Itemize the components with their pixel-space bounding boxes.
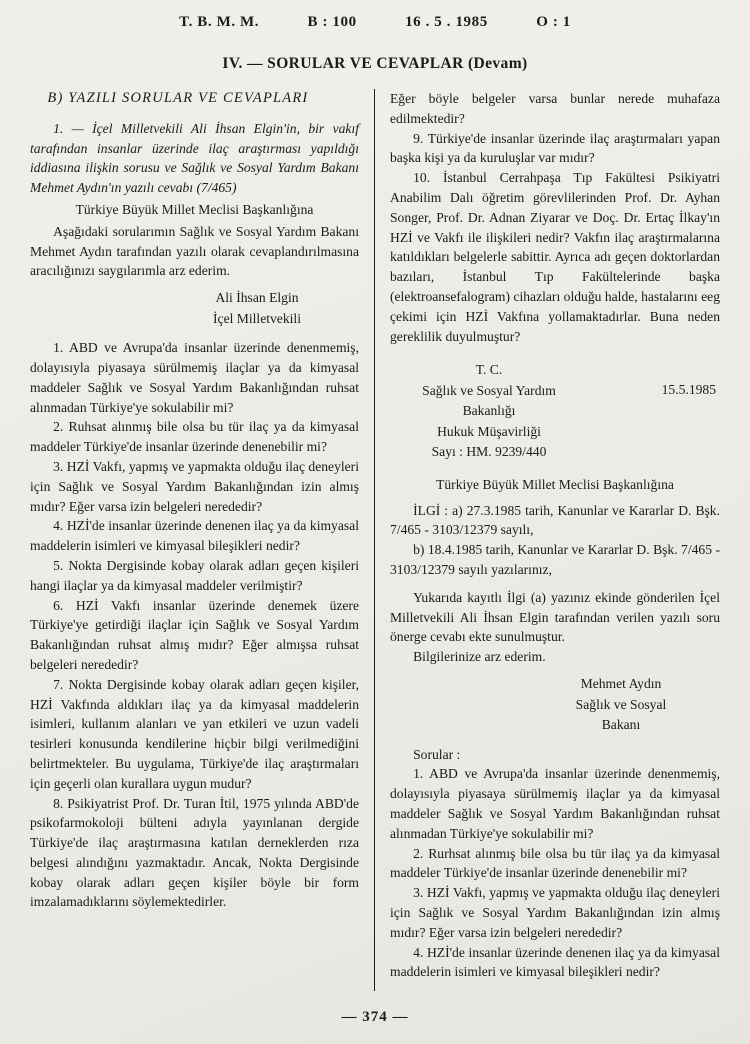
question-item-4: 4. HZİ'de insanlar üzerinde denenen ilaç ya da kimyasal maddelerin isimleri ve kimyasal bileşikleri nedir? bbox=[30, 518, 359, 554]
sitting-number: O : 1 bbox=[536, 14, 571, 30]
question-item-5: 5. Nokta Dergisinde kobay olarak adları geçen kişileri hangi ilaçlar ya da kimyasal maddeler verilmiştir? bbox=[30, 557, 359, 593]
repeat-question-3: 3. HZİ Vakfı, yapmış ve yapmakta olduğu ilaç deneyleri için Sağlık ve Sosyal Yardım Bakanlığından izin almış mıdır? Eğer varsa izin belgeleri nerededir? bbox=[390, 885, 720, 940]
reply-body-paragraph: Yukarıda kayıtlı İlgi (a) yazınız ekinde gönderilen İçel Milletvekili Ali İhsan Elgin tarafından verilen yazılı soru önerge cevabı ekte sunulmuştur. bbox=[390, 589, 720, 645]
letterhead-lines bbox=[390, 360, 588, 463]
question-item-9: 9. Türkiye'de insanlar üzerinde ilaç araştırmaları yapan başka kişi ya da kuruluşlar var mıdır? bbox=[390, 130, 720, 166]
page-number: — 374 — bbox=[341, 1009, 409, 1025]
reference-b: b) 18.4.1985 tarih, Kanunlar ve Kararlar D. Bşk. 7/465 - 3103/12379 sayılı yazılarınız, bbox=[390, 542, 720, 578]
repeat-question-1: 1. ABD ve Avrupa'da insanlar üzerinde denenmemiş, dolayısıyla piyasaya sürülmemiş ilaçlar ya da kimyasal maddeler Sağlık ve Sosyal Yardım Bakanlığından ruhsat alınmadan Türkiye'ye sokulabilir mi? bbox=[390, 766, 720, 841]
page-header bbox=[30, 14, 720, 31]
minister-name: Mehmet Aydın bbox=[580, 676, 662, 692]
sorular-label: Sorular : bbox=[413, 746, 461, 762]
minister-title-line1: Sağlık ve Sosyal bbox=[575, 696, 667, 712]
salutation-left: Türkiye Büyük Millet Meclisi Başkanlığına bbox=[75, 201, 314, 217]
journal-title: T. B. M. M. bbox=[179, 14, 260, 30]
question-item-8: 8. Psikiyatrist Prof. Dr. Turan İtil, 1975 yılında ABD'de psikofarmokoloji bülteni adıyla yayınlanan dergide Türkiye'de ilaç araştırmasına katılan derneklerden rıza belgesi alındığını yazmaktadır. Ancak, Nokta Dergisinde kobay olarak adları geçen kişiler böyle bir form imzalamadıklarını söylemektedirler. bbox=[30, 795, 359, 910]
question-item-1: 1. ABD ve Avrupa'da insanlar üzerinde denenmemiş, dolayısıyla piyasaya sürülmemiş ilaçlar ya da kimyasal maddeler Sağlık ve Sosyal Yardım Bakanlığından ruhsat alınmadan Türkiye'ye sokulabilir mi? bbox=[30, 340, 359, 415]
repeat-question-4: 4. HZİ'de insanlar üzerinde denenen ilaç ya da kimyasal maddelerin isimleri ve kimyasal bileşikleri nedir? bbox=[390, 944, 720, 980]
opening-paragraph: Aşağıdaki sorularımın Sağlık ve Sosyal Yardım Bakanı Mehmet Aydın tarafından yazılı olarak cevaplandırılmasına aracılığınızı saygılarımla arz ederim. bbox=[30, 223, 359, 279]
letter-date: 15.5.1985 bbox=[661, 382, 716, 398]
session-number: B : 100 bbox=[307, 14, 357, 30]
letterhead-reference-number: Sayı : HM. 9239/440 bbox=[431, 444, 547, 460]
question-item-6: 6. HZİ Vakfı insanlar üzerinde denemek üzere Türkiye'ye getirdiği ilaçlar için Sağlık ve Sosyal Yardım Bakanlığından ruhsat almış mıdır? Eğer almışsa ruhsat belgeleri nerededir? bbox=[30, 597, 359, 672]
signatory-title: İçel Milletvekili bbox=[213, 310, 301, 326]
session-date: 16 . 5 . 1985 bbox=[405, 14, 488, 30]
signatory-name: Ali İhsan Elgin bbox=[215, 290, 299, 306]
left-column bbox=[30, 89, 375, 991]
letterhead-republic: T. C. bbox=[475, 362, 503, 378]
reference-a: İLGİ : a) 27.3.1985 tarih, Kanunlar ve Kararlar D. Bşk. 7/465 - 3103/12379 sayılı, bbox=[390, 502, 720, 538]
salutation-right: Türkiye Büyük Millet Meclisi Başkanlığına bbox=[436, 476, 674, 492]
question-item-10: 10. İstanbul Cerrahpaşa Tıp Fakültesi Psikiyatri Anabilim Dalı öğretim görevlilerinden Prof. Dr. Ayhan Songer, Prof. Dr. Adnan Ziyarar ve Doç. Dr. Ertaç İlkay'ın HZİ ve Vakfı ile ilişkileri nedir? Vakfın ilaç araştırmalarına katıldıkları belgelerle sabittir. Ayrıca adı geçen doktorlardan bazıları, İstanbul Tıp Fakültelerinde başka (elektroansefalogram) cihazları olduğu halde, hastalarını eeg çekimi için HZİ Vakfına yollamaktadırlar. Buna neden gereklilik duyulmuştur? bbox=[390, 170, 720, 344]
two-column-body bbox=[30, 89, 720, 991]
question-item-3: 3. HZİ Vakfı, yapmış ve yapmakta olduğu ilaç deneyleri için Sağlık ve Sosyal Yardım Bakanlığından izin almış mıdır? Eğer varsa izin belgeleri nerededir? bbox=[30, 458, 359, 514]
minister-title-line2: Bakanı bbox=[601, 717, 641, 733]
signature-block-mp bbox=[155, 288, 359, 329]
letterhead-ministry-line1: Sağlık ve Sosyal Yardım bbox=[422, 382, 556, 398]
ministry-letterhead bbox=[390, 360, 720, 463]
subsection-heading: B) YAZILI SORULAR VE CEVAPLARI bbox=[47, 90, 309, 106]
letterhead-office: Hukuk Müşavirliği bbox=[437, 423, 541, 439]
reply-closing-line: Bilgilerinize arz ederim. bbox=[413, 649, 546, 665]
signature-block-minister bbox=[535, 674, 707, 736]
question-continuation: Eğer böyle belgeler varsa bunlar nerede muhafaza edilmektedir? bbox=[390, 91, 720, 126]
section-title: IV. — SORULAR VE CEVAPLAR (Devam) bbox=[222, 55, 528, 72]
question-item-2: 2. Ruhsat alınmış bile olsa bu tür ilaç ya da kimyasal maddeler Türkiye'de insanlar üzerinde denenebilir mi? bbox=[30, 419, 359, 455]
letterhead-ministry-line2: Bakanlığı bbox=[462, 403, 516, 419]
question-summary: 1. — İçel Milletvekili Ali İhsan Elgin'in, bir vakıf tarafından insanlar üzerinde ilaç araştırması yapıldığı iddiasına ilişkin sorusu ve Sağlık ve Sosyal Yardım Bakanı Mehmet Aydın'ın yazılı cevabı (7/465) bbox=[30, 120, 359, 196]
repeat-question-2: 2. Rurhsat alınmış bile olsa bu tür ilaç ya da kimyasal maddeler Türkiye'de insanlar üzerinde denenebilir mi? bbox=[390, 845, 720, 881]
question-item-7: 7. Nokta Dergisinde kobay olarak adları geçen kişiler, HZİ Vakfında aldıkları ilaç ya da kimyasal maddelerin isimleri, kullanım alanları ve yan etkileri ve uzun vadeli tesirleri konusunda kendilerine hiçbir bilgi verilmediğini belirtmekteler. Bu uygulama, Türkiye'de ilaç araştırmaları için geçerli olan kurallara uygun mudur? bbox=[30, 676, 359, 791]
right-column bbox=[375, 89, 720, 991]
